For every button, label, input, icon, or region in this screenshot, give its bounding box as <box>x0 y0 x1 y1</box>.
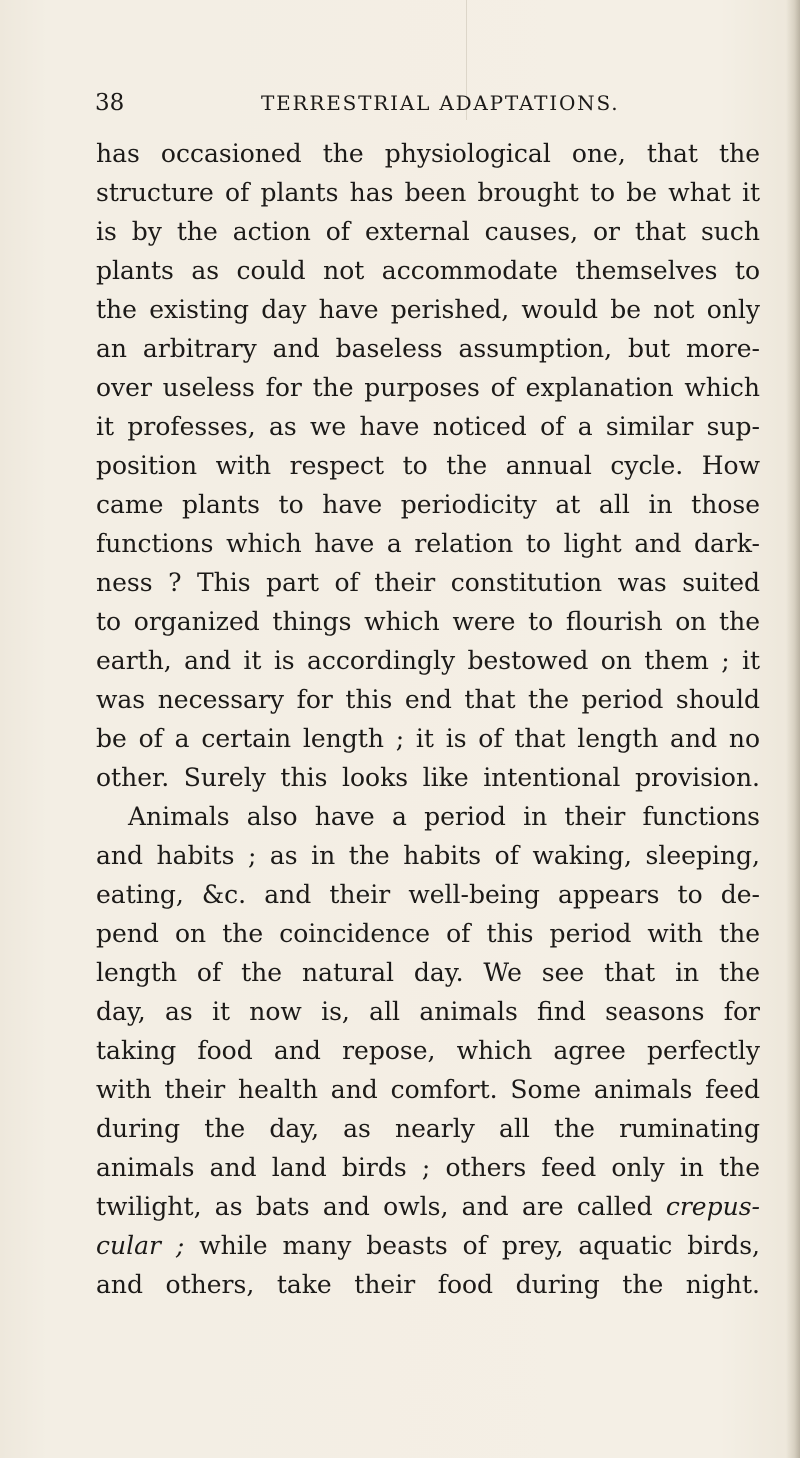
text-line: plants as could not accommodate themselves to <box>96 256 760 285</box>
text-line: pend on the coincidence of this period with the <box>96 919 760 948</box>
italic-term: crepus- <box>665 1192 760 1221</box>
text-span: while many beasts of prey, aquatic birds, <box>184 1231 760 1260</box>
page-header <box>95 88 755 118</box>
body-paragraphs <box>96 134 760 1304</box>
text-line-with-italic <box>96 1187 760 1226</box>
text-line: an arbitrary and baseless assumption, but more- <box>96 334 760 363</box>
text-line-paragraph-start: Animals also have a period in their functions <box>128 802 760 831</box>
text-line: length of the natural day. We see that in the <box>96 958 760 987</box>
page-number: 38 <box>95 90 125 116</box>
text-line: is by the action of external causes, or that such <box>96 217 760 246</box>
text-line: other. Surely this looks like intentional provision. <box>96 763 760 792</box>
text-line: and habits ; as in the habits of waking, sleeping, <box>96 841 760 870</box>
text-line: position with respect to the annual cycle. How <box>96 451 760 480</box>
text-line: functions which have a relation to light and dark- <box>96 529 760 558</box>
text-line: earth, and it is accordingly bestowed on them ; it <box>96 646 760 675</box>
text-line: with their health and comfort. Some animals feed <box>96 1075 760 1104</box>
text-line: to organized things which were to flourish on the <box>96 607 760 636</box>
text-line: was necessary for this end that the period should <box>96 685 760 714</box>
text-line: day, as it now is, all animals find seasons for <box>96 997 760 1026</box>
text-line: animals and land birds ; others feed only in the <box>96 1153 760 1182</box>
text-span: twilight, as bats and owls, and are called <box>96 1192 653 1221</box>
text-line: came plants to have periodicity at all in those <box>96 490 760 519</box>
text-line: taking food and repose, which agree perfectly <box>96 1036 760 1065</box>
page-edge-shadow <box>786 0 800 1458</box>
running-head: TERRESTRIAL ADAPTATIONS. <box>261 91 620 115</box>
text-line: be of a certain length ; it is of that length and no <box>96 724 760 753</box>
text-line-final: and others, take their food during the night. <box>96 1270 760 1299</box>
text-line: the existing day have perished, would be not only <box>96 295 760 324</box>
text-line: ness ? This part of their constitution was suited <box>96 568 760 597</box>
italic-term: cular ; <box>96 1231 185 1260</box>
text-line: eating, &c. and their well-being appears to de- <box>96 880 760 909</box>
text-line: over useless for the purposes of explanation which <box>96 373 760 402</box>
text-line: during the day, as nearly all the ruminating <box>96 1114 760 1143</box>
text-line-with-italic <box>96 1226 760 1265</box>
text-line: has occasioned the physiological one, that the <box>96 139 760 168</box>
text-line: it professes, as we have noticed of a similar sup- <box>96 412 760 441</box>
text-line: structure of plants has been brought to be what it <box>96 178 760 207</box>
